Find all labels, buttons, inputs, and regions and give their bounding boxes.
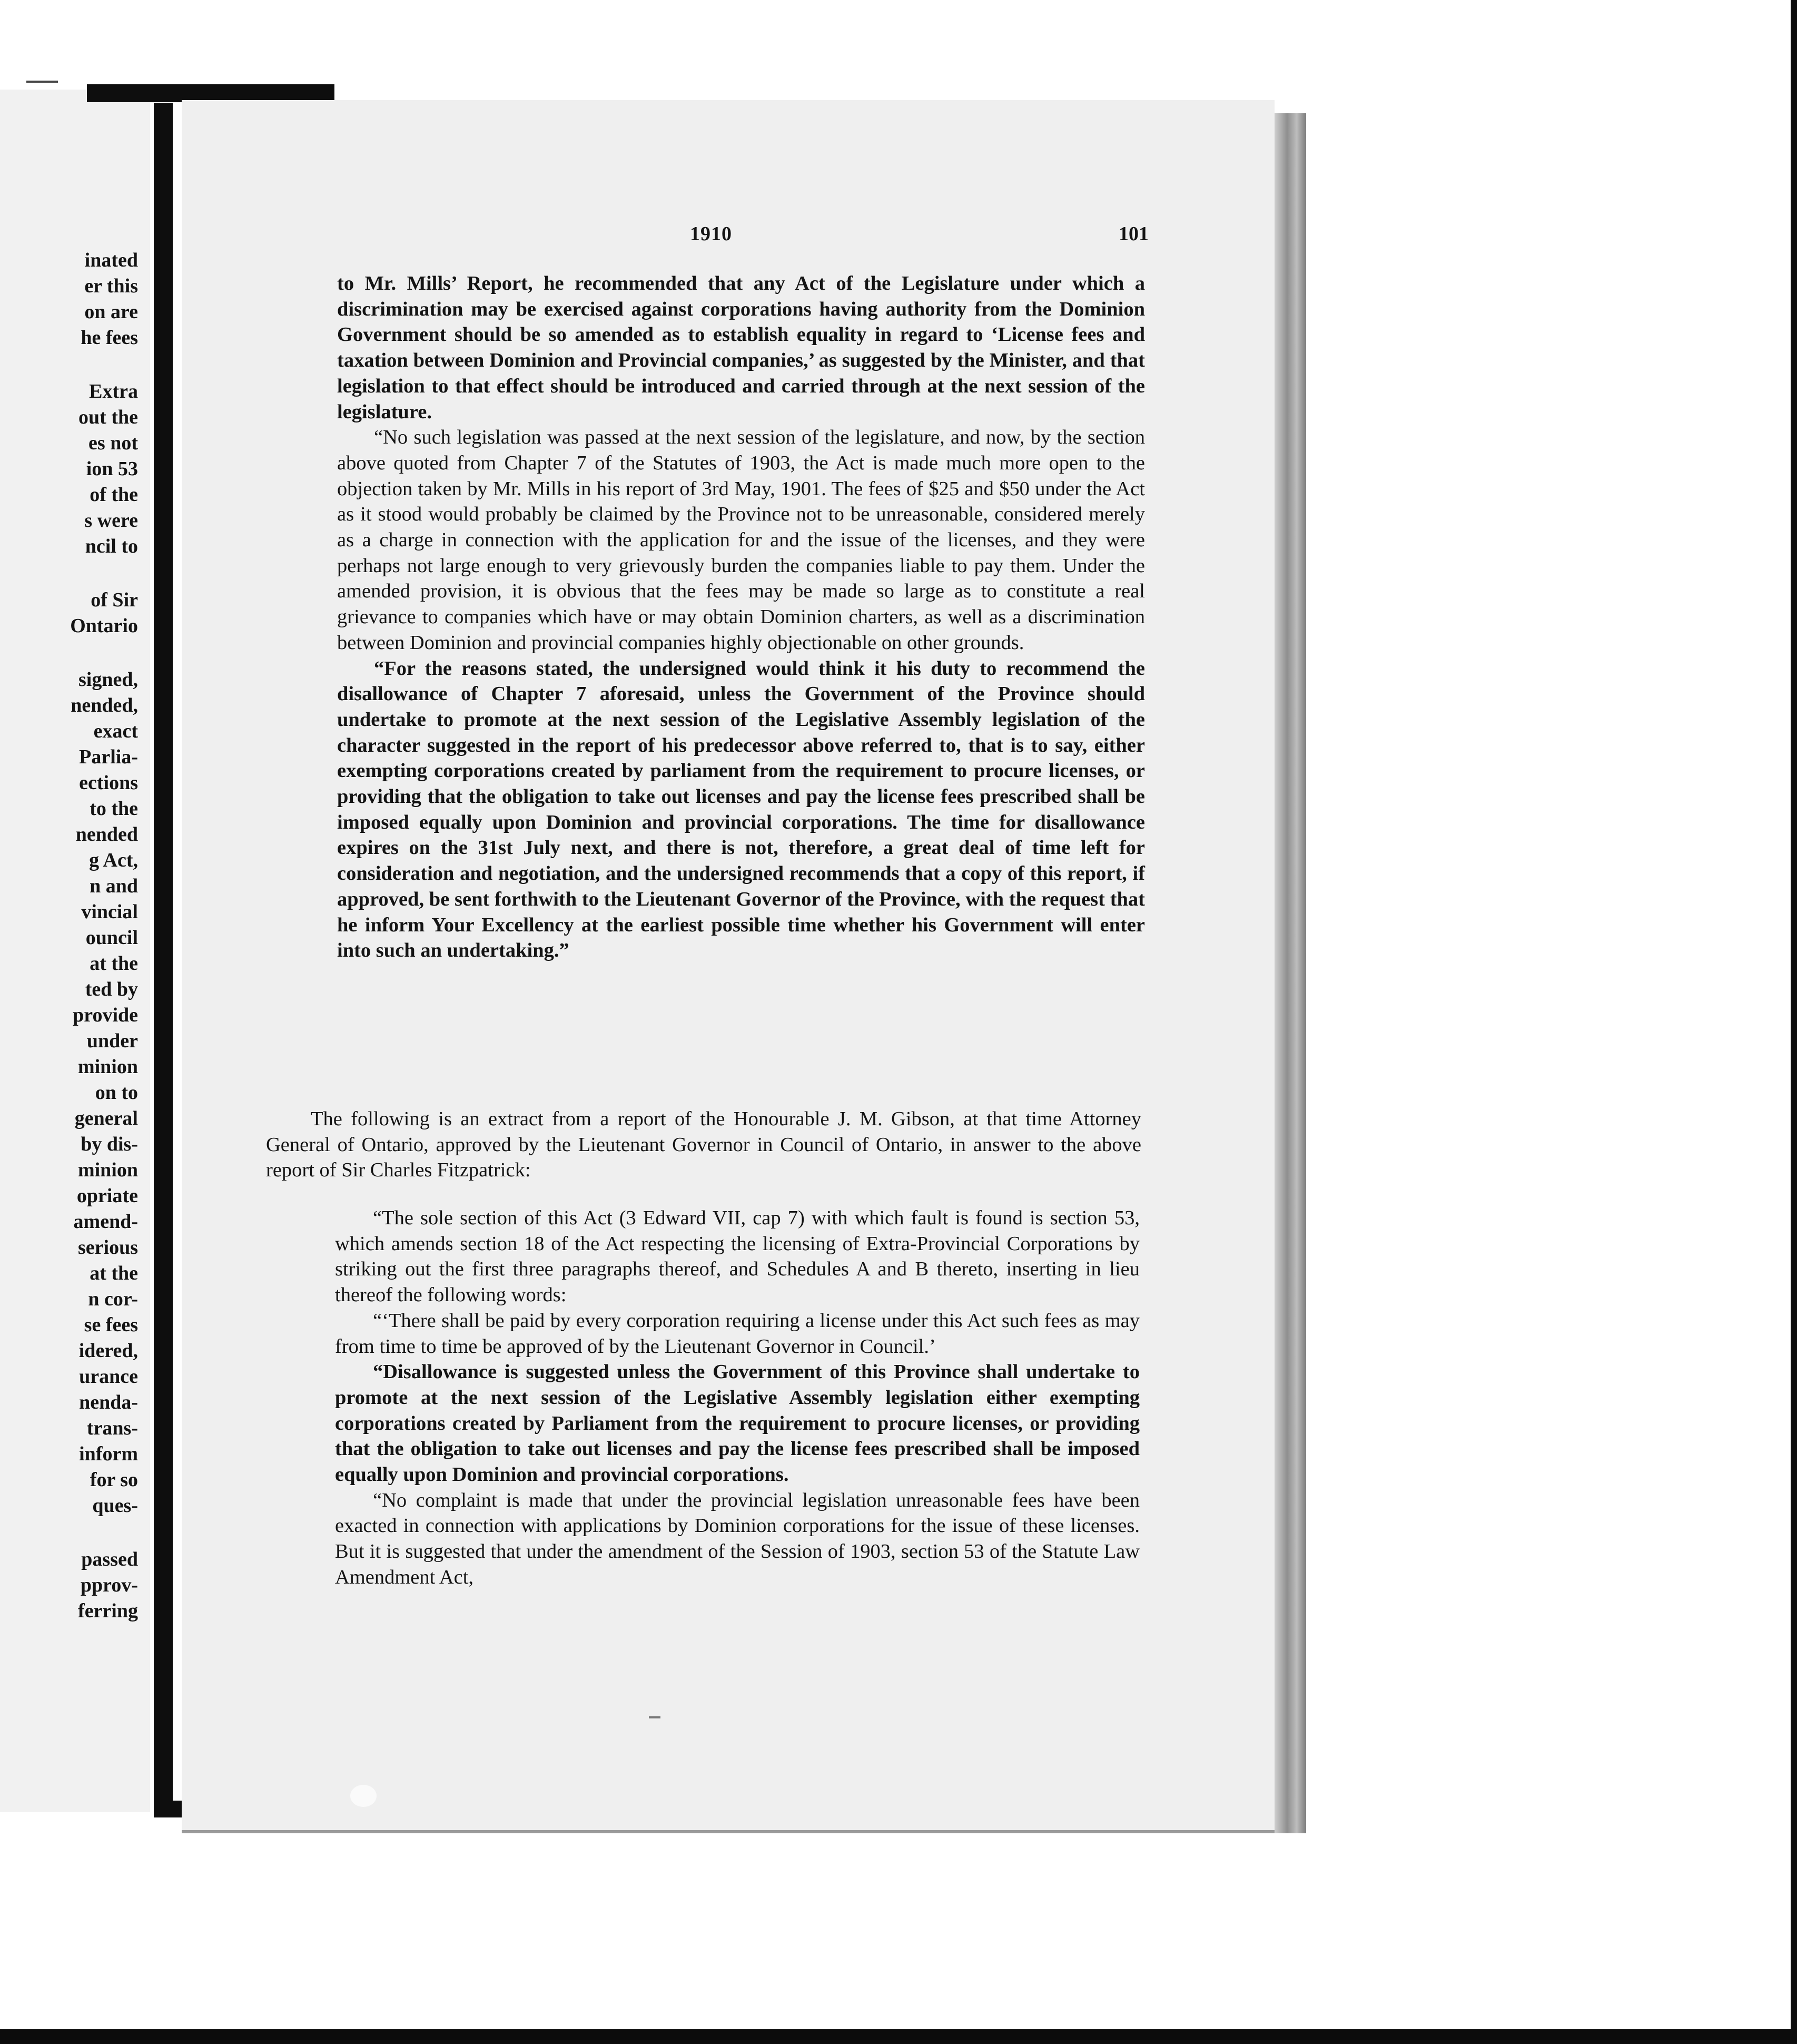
scan-smudge <box>350 1785 377 1807</box>
scan-frame-bottom <box>0 2029 1797 2044</box>
facing-page-fragment: n and <box>90 875 138 897</box>
paragraph-disallowance-suggested: “Disallowance is suggested unless the Government of this Province shall undertake to promote at the next session of the Legislative Assembly legislation either exempting corporations created by Parliament from the requirement to procure licenses, or providing that the obligation to take out licenses and pay the license fees prescribed shall be imposed equally upon Dominion and provincial corporations. <box>335 1361 1140 1486</box>
facing-page-left <box>0 90 150 1812</box>
facing-page-fragment: to the <box>90 798 138 820</box>
facing-page-fragment: provide <box>73 1004 138 1026</box>
facing-page-fragment: pprov- <box>80 1574 138 1596</box>
facing-page-fragment: of Sir <box>91 589 138 611</box>
facing-page-fragment: opriate <box>76 1185 138 1207</box>
paragraph-disallowance-recommendation: “For the reasons stated, the undersigned would think it his duty to recommend the disallowance of Chapter 7 aforesaid, unless the Government of the Province should undertake to promote at the next session of the Legislative Assembly legislation of the character suggested in the report of his predecessor above referred to, that is to say, either exempting corporations created by parliament from the requirement to procure licenses, or providing that the obligation to take out licenses and pay the license fees prescribed shall be imposed equally upon Dominion and provincial corporations. The time for disallowance expires on the 31st July next, and there is not, therefore, a great deal of time left for consideration and negotiation, and the undersigned recommends that a copy of this report, if approved, be sent forthwith to the Lieutenant Governor of the Province, with the request that he inform Your Excellency at the earliest possible time whether his Government will enter into such an undertaking.” <box>337 657 1145 962</box>
facing-page-fragment: ferring <box>78 1600 138 1622</box>
scan-mark <box>649 1716 660 1718</box>
facing-page-fragment: inform <box>79 1443 138 1465</box>
binding-top-edge <box>87 84 334 102</box>
facing-page-fragment: nenda- <box>79 1391 138 1413</box>
paragraph-no-complaint: “No complaint is made that under the provincial legislation unreasonable fees have been exacted in connection with applications by Dominion corporations for the issue of these licenses. But it is suggested that under the amendment of the Session of 1903, section 53 of the Statute Law Amendment Act, <box>335 1489 1140 1588</box>
paragraph-gibson-extract: The following is an extract from a report of the Honourable J. M. Gibson, at that time Attorney General of Ontario, approved by the Lieutenant Governor in Council of Ontario, in answer to the above report of Sir Charles Fitzpatrick: <box>266 1108 1141 1182</box>
facing-page-fragment: urance <box>79 1365 138 1388</box>
facing-page-fragment: ouncil <box>85 927 138 949</box>
facing-page-fragment: on are <box>84 301 138 323</box>
facing-page-fragment: idered, <box>78 1340 138 1362</box>
facing-page-fragment: minion <box>77 1159 138 1181</box>
gibson-report-quote <box>335 1205 1140 1590</box>
facing-page-fragment: trans- <box>86 1417 138 1439</box>
facing-page-fragment: es not <box>88 432 138 454</box>
facing-page-fragment: nended <box>75 823 138 846</box>
paragraph-no-legislation: “No such legislation was passed at the next session of the legislature, and now, by the section above quoted from Chapter 7 of the Statutes of 1903, the Act is made much more open to the objection taken by Mr. Mills in his report of 3rd May, 1901. The fees of $25 and $50 under the Act as it stood would probably be claimed by the Province not to be unreasonable, considered merely as a charge in connection with the application for and the issue of the licenses, and they were perhaps not large enough to very grievously burden the companies liable to pay them. Under the amended provision, it is obvious that the fees may be made so large as to constitute a real grievance to companies which have or may obtain Dominion charters, as well as a discrimination between Dominion and provincial companies highly objectionable on other grounds. <box>337 426 1145 654</box>
running-header-year: 1910 <box>690 223 732 245</box>
facing-page-fragment: signed, <box>78 669 138 691</box>
facing-page-fragment: serious <box>78 1236 138 1259</box>
facing-page-fragment: n cor- <box>88 1288 138 1310</box>
facing-page-fragment: ncil to <box>85 535 138 557</box>
facing-page-fragment: by dis- <box>81 1133 138 1155</box>
facing-page-fragment: at the <box>90 1262 138 1284</box>
facing-page-fragment: for so <box>90 1469 138 1491</box>
facing-page-fragment: passed <box>81 1548 138 1570</box>
facing-page-fragment: of the <box>90 484 138 506</box>
facing-page-fragment: on to <box>95 1082 138 1104</box>
facing-page-fragment: Extra <box>89 380 138 402</box>
facing-page-fragment: exact <box>93 720 138 742</box>
facing-page-fragment: g Act, <box>89 849 138 871</box>
facing-page-fragment: general <box>74 1107 138 1129</box>
report-continuation <box>337 271 1145 964</box>
facing-page-fragment: ion 53 <box>86 458 138 480</box>
facing-page-fragment: se fees <box>84 1314 138 1336</box>
paragraph-sole-section: “The sole section of this Act (3 Edward VII, cap 7) with which fault is found is section 53, which amends section 18 of the Act respecting the licensing of Extra-Provincial Corporations by striking out the first three paragraphs thereof, and Schedules A and B thereto, inserting in lieu thereof the following words: <box>335 1207 1140 1306</box>
facing-page-fragment: ections <box>79 772 138 794</box>
gibson-intro <box>266 1106 1141 1183</box>
facing-page-text-fragments <box>0 248 138 1624</box>
facing-page-fragment: out the <box>78 406 138 428</box>
facing-page-fragment: amend- <box>73 1211 138 1233</box>
binding-spine <box>154 103 173 1812</box>
facing-page-fragment: he fees <box>81 327 138 349</box>
scan-frame-right <box>1791 0 1797 2044</box>
page-stack-edge <box>1275 113 1306 1833</box>
paragraph-mills-report: to Mr. Mills’ Report, he recommended that any Act of the Legislature under which a discrimination may be exercised against corporations having authority from the Dominion Government should be so amended as to establish equality in regard to ‘License fees and taxation between Dominion and Provincial companies,’ as suggested by the Minister, and that legislation to that effect should be introduced and carried through at the next session of the legislature. <box>337 272 1145 423</box>
top-rule <box>26 81 58 83</box>
page-number: 101 <box>1119 223 1149 245</box>
facing-page-fragment: Ontario <box>70 615 138 637</box>
facing-page-fragment: inated <box>84 249 138 271</box>
facing-page-fragment: under <box>86 1030 138 1052</box>
facing-page-fragment: nended, <box>71 694 138 716</box>
facing-page-fragment: minion <box>77 1056 138 1078</box>
facing-page-fragment: vincial <box>81 901 138 923</box>
facing-page-fragment: ted by <box>85 978 138 1000</box>
facing-page-fragment: s were <box>84 509 138 532</box>
facing-page-fragment: er this <box>84 275 138 297</box>
facing-page-fragment: at the <box>90 952 138 975</box>
paragraph-fees-clause: “‘There shall be paid by every corporation requiring a license under this Act such fees as may from time to time be approved of by the Lieutenant Governor in Council.’ <box>335 1309 1140 1358</box>
facing-page-fragment: ques- <box>92 1495 138 1517</box>
facing-page-fragment: Parlia- <box>79 746 138 768</box>
